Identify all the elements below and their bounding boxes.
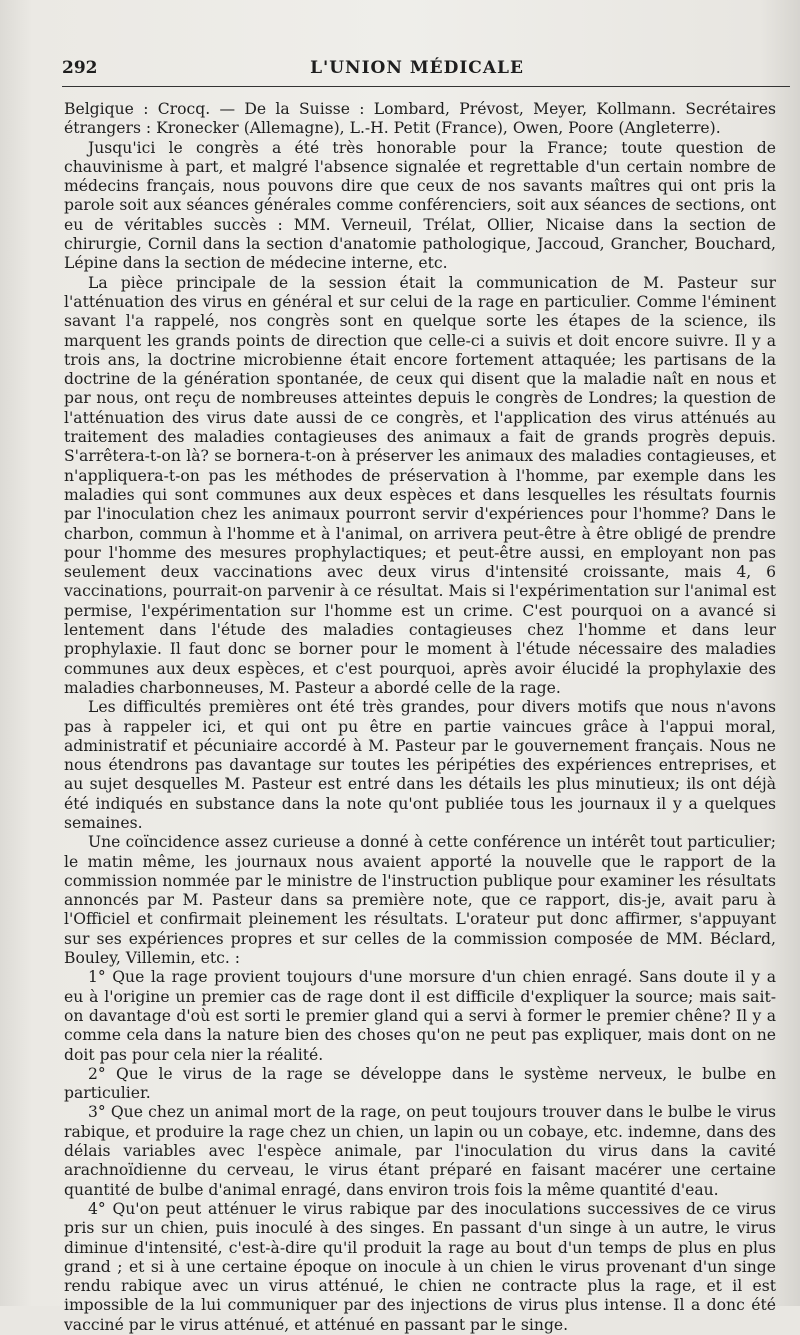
journal-title: L'UNION MÉDICALE — [310, 58, 524, 78]
paragraph-difficulties: Les difficultés premières ont été très grandes, pour divers motifs que nous n'avons pas à rappeler ici, et qui ont pu être en partie vaincues grâce à l'appui moral, administratif et pécuniaire accordé à M. Pasteur par le gouvernement français. Nous ne nous étendrons pas davantage sur toutes les péripéties des expériences entreprises, et au sujet desquelles M. Pasteur est entré dans les détails les plus minutieux; ils ont déjà été indiqués en substance dans la note qu'ont publiée tous les journaux il y a quelques semaines. — [64, 698, 776, 832]
list-item-1: 1° Que la rage provient toujours d'une morsure d'un chien enragé. Sans doute il y a eu à l'origine un premier cas de rage dont il est difficile d'expliquer la source; mais sait-on davantage d'où est sorti le premier gland qui a servi à former le premier chêne? Il y a comme cela dans la nature bien des choses qu'on ne peut pas expliquer, mais dont on ne doit pas pour cela nier la réalité. — [64, 968, 776, 1064]
paragraph-french-success: Jusqu'ici le congrès a été très honorable pour la France; toute question de chauvinisme à part, et malgré l'absence signalée et regrettable d'un certain nombre de médecins français, nous pouvons dire que ceux de nos savants maîtres qui ont pris la parole soit aux séances générales comme conférenciers, soit aux séances de sections, ont eu de véritables succès : MM. Verneuil, Trélat, Ollier, Nicaise dans la section de chirurgie, Cornil dans la section d'anatomie pathologique, Jaccoud, Grancher, Bouchard, Lépine dans la section de médecine interne, etc. — [64, 138, 776, 273]
paragraph-coincidence: Une coïncidence assez curieuse a donné à cette conférence un intérêt tout particulier; le matin même, les journaux nous avaient apporté la nouvelle que le rapport de la commission nommée par le ministre de l'instruction publique pour examiner les résultats annoncés par M. Pasteur dans sa première note, que ce rapport, dis-je, avait paru à l'Officiel et confirmait pleinement les résultats. L'orateur put donc affirmer, s'appuyant sur ses expériences propres et sur celles de la commission composée de MM. Béclard, Bouley, Villemin, etc. : — [64, 833, 776, 968]
header-rule — [62, 86, 790, 87]
paragraph-officers: Belgique : Crocq. — De la Suisse : Lombard, Prévost, Meyer, Kollmann. Secrétaires étrangers : Kronecker (Allemagne), L.-H. Petit (France), Owen, Poore (Angleterre). — [64, 100, 776, 138]
paragraph-pasteur-communication: La pièce principale de la session était la communication de M. Pasteur sur l'atténuation des virus en général et sur celui de la rage en particulier. Comme l'éminent savant l'a rappelé, nos congrès sont en quelque sorte les étapes de la science, ils marquent les grands points de direction que celle-ci a suivis et doit encore suivre. Il y a trois ans, la doctrine microbienne était encore fortement attaquée; les partisans de la doctrine de la génération spontanée, de ceux qui disent que la maladie naît en nous et par nous, ont reçu de nombreuses atteintes depuis le congrès de Londres; la question de l'atténuation des virus date aussi de ce congrès, et l'application des virus atténués au traitement des maladies contagieuses des animaux a fait de grands progrès depuis. S'arrêtera-t-on là? se bornera-t-on à préserver les animaux des maladies contagieuses, et n'appliquera-t-on pas les méthodes de préservation à l'homme, par exemple dans les maladies qui sont communes aux deux espèces et dans lesquelles les résultats fournis par l'inoculation chez les animaux pourront servir d'expériences pour l'homme? Dans le charbon, commun à l'homme et à l'animal, on arrivera peut-être à être obligé de prendre pour l'homme des mesures prophylactiques; et peut-être aussi, en employant non pas seulement deux vaccinations avec deux virus d'intensité croissante, mais 4, 6 vaccinations, pourrait-on parvenir à ce résultat. Mais si l'expérimentation sur l'animal est permise, l'expérimentation sur l'homme est un crime. C'est pourquoi on a avancé si lentement dans l'étude des maladies contagieuses chez l'homme et dans leur prophylaxie. Il faut donc se borner pour le moment à l'étude nécessaire des maladies communes aux deux espèces, et c'est pourquoi, après avoir élucidé la prophylaxie des maladies charbonneuses, M. Pasteur a abordé celle de la rage. — [64, 273, 776, 697]
page-number: 292 — [62, 58, 98, 78]
running-head — [62, 58, 772, 84]
body-text — [64, 100, 776, 1335]
list-item-2: 2° Que le virus de la rage se développe dans le système nerveux, le bulbe en particulier. — [64, 1064, 776, 1103]
list-item-3: 3° Que chez un animal mort de la rage, on peut toujours trouver dans le bulbe le virus rabique, et produire la rage chez un chien, un lapin ou un cobaye, etc. indemne, dans des délais variables avec l'espèce animale, par l'inoculation du virus dans la cavité arachnoïdienne du cerveau, le virus étant préparé en faisant macérer une certaine quantité de bulbe d'animal enragé, dans environ trois fois la même quantité d'eau. — [64, 1103, 776, 1199]
list-item-4: 4° Qu'on peut atténuer le virus rabique par des inoculations successives de ce virus pris sur un chien, puis inoculé à des singes. En passant d'un singe à un autre, le virus diminue d'intensité, c'est-à-dire qu'il produit la rage au bout d'un temps de plus en plus grand ; et si à une certaine époque on inocule à un chien le virus provenant d'un singe rendu rabique avec un virus atténué, le chien ne contracte plus la rage, et il est impossible de la lui communiquer par des injections de virus plus intense. Il a donc été vacciné par le virus atténué, et atténué en passant par le singe. — [64, 1199, 776, 1334]
